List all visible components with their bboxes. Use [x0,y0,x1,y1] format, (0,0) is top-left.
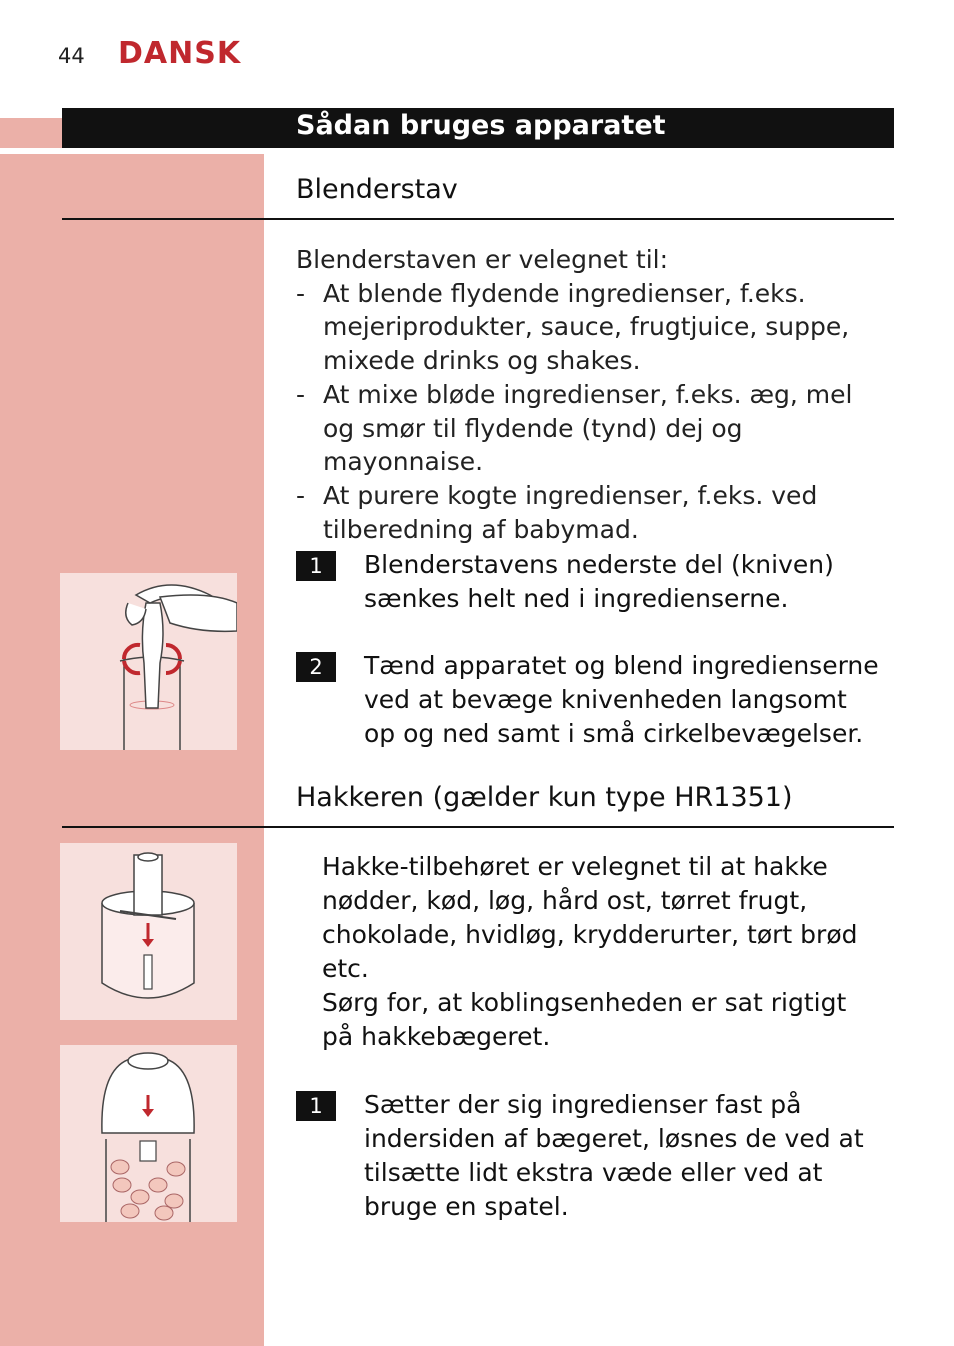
step-text: Sætter der sig ingredienser fast på indersiden af bægeret, løsnes de ved at tilsætte lidt ekstra væde eller ved at bruge en spatel. [364,1090,864,1221]
language-heading: DANSK [118,36,242,71]
list-item [296,479,886,546]
step-number: 1 [296,1091,336,1121]
chopper-assembly-illustration [60,843,237,1020]
chopper-coupling-note: Sørg for, at koblingsenheden er sat rigtigt på hakkebægeret. [322,988,847,1051]
blender-step-2 [296,649,894,751]
step-number: 1 [296,551,336,581]
step-number: 2 [296,652,336,682]
list-dash: - [296,480,306,510]
list-item-text: At blende flydende ingredienser, f.eks. mejeriprodukter, sauce, frugtjuice, suppe, mixede drinks og shakes. [323,278,850,376]
chopper-divider [62,826,894,828]
band-gap [0,148,264,154]
chopper-step-1 [296,1088,894,1224]
section-title: Sådan bruges apparatet [296,110,666,141]
chopper-heading: Hakkeren (gælder kun type HR1351) [296,782,793,813]
list-item-text: At mixe bløde ingredienser, f.eks. æg, mel og smør til flydende (tynd) dej og mayonnaise. [323,379,853,477]
blender-suitability-text [296,243,886,546]
step-text: Blenderstavens nederste del (kniven) sænkes helt ned i ingredienserne. [364,550,834,613]
list-dash: - [296,278,306,308]
list-dash: - [296,379,306,409]
chopper-intro [322,850,882,1054]
list-item [296,378,886,479]
chopper-blade-drawing [60,843,237,1020]
chopper-lid-drawing [60,1045,237,1222]
chopper-lid-illustration [60,1045,237,1222]
page-number: 44 [58,44,85,68]
step-text: Tænd apparatet og blend ingredienserne ved at bevæge knivenheden langsomt op og ned samt i små cirkelbevægelser. [364,651,879,748]
list-item-text: At purere kogte ingredienser, f.eks. ved tilberedning af babymad. [323,480,818,544]
chopper-intro-text: Hakke-tilbehøret er velegnet til at hakke nødder, kød, løg, hård ost, tørret frugt, chokolade, hvidløg, krydderurter, tørt brød etc. [322,852,858,983]
blender-intro: Blenderstaven er velegnet til: [296,245,669,274]
list-item [296,277,886,378]
hand-blender-drawing [60,573,237,750]
blender-step-1 [296,548,894,616]
blender-divider [62,218,894,220]
hand-blender-illustration [60,573,237,750]
blender-heading: Blenderstav [296,174,458,205]
